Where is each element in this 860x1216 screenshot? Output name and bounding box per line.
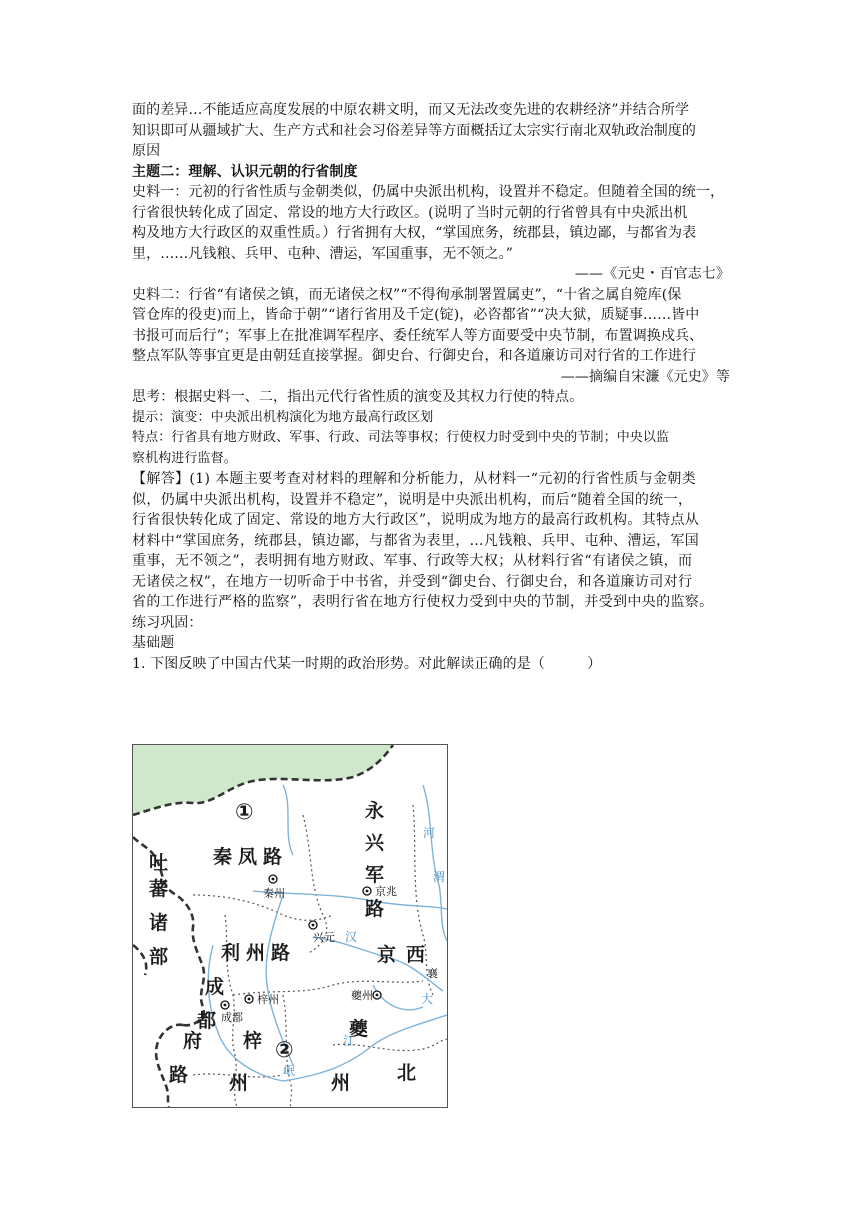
label-zizhou: 梓 (243, 1030, 263, 1052)
label-qinfeng: 秦凤路 (213, 846, 289, 868)
source2-citation: ——摘编自宋濂《元史》等 (560, 368, 730, 385)
svg-text:京兆: 京兆 (375, 885, 397, 898)
hint-line: 察机构进行监督。 (132, 450, 237, 466)
label-tubo: 诸 (149, 912, 169, 934)
river-label-da: 大 (421, 992, 434, 1006)
label-tubo: 部 (149, 946, 169, 968)
source1-line: 史料一：元初的行省性质与金朝类似，仍属中央派出机构，设置并不稳定。但随着全国的统一， (132, 184, 725, 200)
border-west-short (133, 945, 146, 975)
hint-line: 提示：演变：中央派出机构演化为地方最高行政区划 (132, 409, 434, 425)
source2-line: 管仓库的役吏)而上，皆命于朝”“诸行省用及千定(锭)，必咨都省”“决大狱，质疑事……皆中 (132, 307, 700, 323)
river-label-wei: 渭 (433, 870, 446, 884)
label-chengdu-fu: 府 (183, 1030, 203, 1052)
label-kuizhou: 夔 (349, 1018, 369, 1040)
label-zizhou: 州 (229, 1072, 249, 1094)
source1-line: 行省很快转化成了固定、常设的地方大行政区。(说明了当时元朝的行省曾具有中央派出机 (132, 204, 688, 221)
answer-line: 省的工作进行严格的监察”，表明行省在地方行使权力受到中央的节制，并受到中央的监察。 (132, 594, 714, 610)
source2-line: 史料二：行省“有诸侯之镇，而无诸侯之权”“不得徇承制署置属吏”，“十省之属自箢库(保 (132, 286, 682, 303)
intro-line-3: 原因 (132, 143, 161, 159)
city-xiang: 襄 (427, 967, 438, 980)
intro-line-1: 面的差异…不能适应高度发展的中原农耕文明，而又无法改变先进的农耕经济”并结合所学 (132, 102, 690, 118)
tributary-north (283, 785, 293, 855)
label-yongxing: 路 (365, 898, 385, 920)
answer-block (132, 469, 730, 613)
marker-2: ② (275, 1038, 294, 1063)
label-north: 北 (397, 1062, 417, 1084)
intro-line-2: 知识即可从疆域扩大、生产方式和社会习俗差异等方面概括辽太宗实行南北双轨政治制度的 (132, 122, 696, 139)
svg-text:兴元: 兴元 (313, 931, 335, 944)
source2-line: 书报可而后行”；军事上在批准调军程序、委任统军人等方面要受中央节制，布置调换戍兵、 (132, 327, 704, 344)
practice-label: 练习巩固： (132, 614, 203, 631)
map-svg (133, 745, 447, 1107)
river-label-han: 汉 (345, 930, 358, 944)
answer-line: 【解答】(1) 本题主要考查对材料的理解和分析能力，从材料一“元初的行省性质与金朝类 (132, 471, 697, 487)
source2-line: 整点军队等事宜更是由朝廷直接掌握。御史台、行御史台，和各道廉访司对行省的工作进行 (132, 348, 696, 364)
label-chengdu-fu: 成 (205, 976, 225, 998)
source1-line: 里，……凡钱粮、兵甲、屯种、漕运，军国重事，无不领之。” (132, 245, 513, 262)
river-label-he: 河 (423, 826, 436, 840)
answer-line: 材料中“掌国庶务，统郡县，镇边鄙，与都省为表里，…凡钱粮、兵甲、屯种、漕运，军国 (132, 532, 700, 549)
answer-line: 似，仍属中央派出机构，设置并不稳定”，说明是中央派出机构，而后“随着全国的统一， (132, 491, 693, 508)
svg-text:夔州: 夔州 (351, 989, 373, 1002)
border-west (133, 837, 204, 1025)
hint-line: 特点：行省具有地方财政、军事、行政、司法等事权；行使权力时受到中央的节制；中央以监 (132, 430, 670, 445)
city-kuizhou (351, 989, 381, 1002)
question-1: 1. 下图反映了中国古代某一时期的政治形势。对此解读正确的是（ ） (132, 655, 602, 672)
city-chengdu (221, 1001, 243, 1024)
label-kuizhou: 州 (331, 1072, 351, 1094)
min-river (208, 945, 283, 1081)
answer-line: 行省很快转化成了固定、常设的地方大行政区”，说明成为地方的最高行政机构。其特点从 (132, 512, 700, 528)
city-zizhou (245, 992, 279, 1006)
river-label-min: 岷 (283, 1064, 296, 1078)
source1-line: 构及地方大行政区的双重性质。）行省拥有大权，“掌国庶务，统郡县，镇边鄙，与都省为表 (132, 225, 697, 241)
source1-citation: ——《元史・百官志七》 (574, 266, 730, 282)
city-jingzhao (363, 884, 397, 898)
label-yongxing: 永 (365, 800, 385, 822)
label-yongxing: 军 (365, 864, 385, 886)
label-chengdu-fu: 路 (169, 1064, 189, 1086)
song-dynasty-map (132, 744, 448, 1108)
source1-block (132, 182, 730, 285)
label-chengdu-fu: 都 (197, 1010, 217, 1032)
marker-1: ① (235, 800, 254, 825)
label-yongxing: 兴 (365, 832, 385, 854)
svg-text:成都: 成都 (221, 1011, 243, 1024)
basic-label: 基础题 (132, 635, 175, 651)
document-body (132, 100, 730, 674)
answer-line: 无诸侯之权”，在地方一切听命于中书省，并受到“御史台、行御史台，和各道廉访司对行 (132, 573, 693, 590)
think-question: 思考：根据史料一、二，指出元代行省性质的演变及其权力行使的特点。 (132, 389, 584, 405)
label-tubo: 吐 (149, 852, 169, 874)
river-label-jiang: 江 (343, 1034, 356, 1048)
topic2-heading: 主题二：理解、认识元朝的行省制度 (132, 163, 358, 180)
city-xingyuan (309, 921, 335, 944)
label-jingxi: 京西 (377, 944, 436, 966)
yellow-river (423, 785, 447, 941)
source2-block (132, 285, 730, 388)
answer-line: 重事，无不领之”，表明拥有地方财政、军事、行政等大权；从材料行省“有诸侯之镇，而 (132, 553, 693, 569)
svg-text:秦州: 秦州 (263, 887, 285, 900)
svg-text:梓州: 梓州 (257, 993, 279, 1006)
label-lizhou: 利州路 (221, 942, 297, 964)
label-tubo: 蕃 (149, 878, 169, 900)
city-qinzhou (263, 875, 285, 900)
